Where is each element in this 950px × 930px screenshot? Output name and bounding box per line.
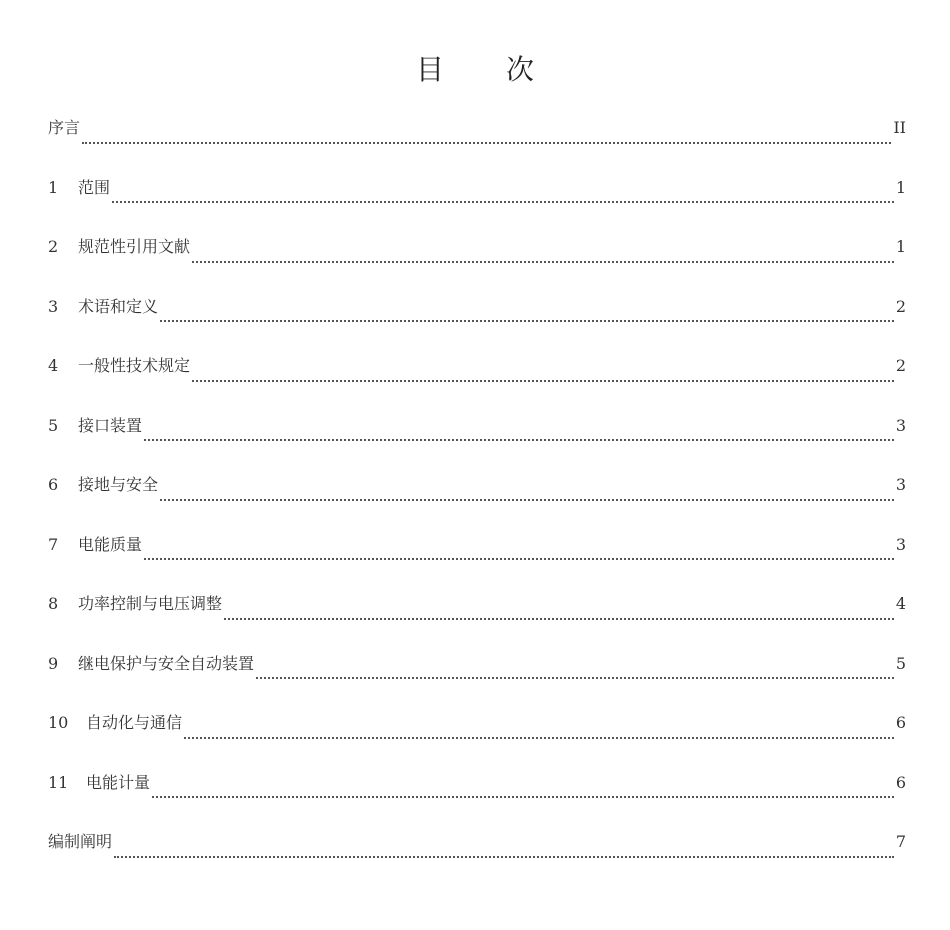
toc-entry-number: 11 <box>48 772 69 792</box>
dot-leader <box>184 737 894 739</box>
toc-entry-page: 5 <box>895 653 906 673</box>
toc-list <box>48 112 906 886</box>
toc-entry-1[interactable] <box>48 172 906 232</box>
toc-entry-6[interactable] <box>48 469 906 529</box>
toc-entry-label: 术语和定义 <box>78 296 159 316</box>
toc-entry-preface[interactable] <box>48 112 906 172</box>
toc-entry-number: 6 <box>48 475 59 494</box>
toc-entry-page: 2 <box>895 296 906 316</box>
dot-leader <box>114 856 894 858</box>
toc-title-part1: 目 <box>415 53 444 86</box>
toc-entry-label: 一般性技术规定 <box>78 356 191 375</box>
toc-entry-label: 电能质量 <box>78 534 143 554</box>
toc-entry-number: 2 <box>48 237 59 256</box>
toc-entry-label: 电能计量 <box>86 772 151 792</box>
toc-entry-4[interactable] <box>48 350 906 410</box>
toc-entry-page: 6 <box>895 713 906 732</box>
toc-entry-label: 范围 <box>78 177 111 197</box>
toc-entry-label: 序言 <box>48 118 81 137</box>
toc-entry-label: 继电保护与安全自动装置 <box>78 653 255 673</box>
toc-entry-number: 9 <box>48 653 59 673</box>
toc-entry-9[interactable] <box>48 648 906 708</box>
toc-entry-label: 编制阐明 <box>48 832 113 851</box>
dot-leader <box>152 796 894 798</box>
toc-entry-7[interactable] <box>48 529 906 589</box>
toc-title-part2: 次 <box>506 53 535 86</box>
toc-entry-number: 7 <box>48 534 59 554</box>
toc-entry-number: 5 <box>48 415 59 435</box>
toc-entry-3[interactable] <box>48 291 906 351</box>
dot-leader <box>160 320 894 322</box>
toc-entry-8[interactable] <box>48 588 906 648</box>
dot-leader <box>144 439 894 441</box>
toc-entry-page: II <box>893 118 906 137</box>
toc-entry-number: 4 <box>48 356 59 375</box>
dot-leader <box>144 558 894 560</box>
toc-entry-page: 1 <box>895 177 906 197</box>
toc-entry-number: 3 <box>48 296 59 316</box>
toc-entry-11[interactable] <box>48 767 906 827</box>
dot-leader <box>256 677 894 679</box>
toc-entry-page: 2 <box>895 356 906 375</box>
toc-entry-10[interactable] <box>48 707 906 767</box>
toc-entry-label: 接口装置 <box>78 415 143 435</box>
dot-leader <box>192 380 894 382</box>
dot-leader <box>160 499 894 501</box>
dot-leader <box>192 261 894 263</box>
toc-entry-label: 规范性引用文献 <box>78 237 191 256</box>
dot-leader <box>82 142 891 144</box>
toc-entry-page: 7 <box>895 832 906 851</box>
toc-entry-page: 3 <box>895 534 906 554</box>
toc-entry-explanation[interactable] <box>48 826 906 886</box>
toc-title <box>0 48 950 88</box>
toc-entry-page: 6 <box>895 772 906 792</box>
toc-entry-5[interactable] <box>48 410 906 470</box>
toc-entry-label: 功率控制与电压调整 <box>78 594 223 613</box>
dot-leader <box>112 201 894 203</box>
dot-leader <box>224 618 894 620</box>
toc-entry-page: 1 <box>895 237 906 256</box>
toc-entry-number: 10 <box>48 713 69 732</box>
toc-entry-page: 4 <box>895 594 906 613</box>
toc-entry-label: 接地与安全 <box>78 475 159 494</box>
toc-entry-page: 3 <box>895 415 906 435</box>
toc-entry-page: 3 <box>895 475 906 494</box>
toc-entry-number: 1 <box>48 177 59 197</box>
toc-entry-label: 自动化与通信 <box>86 713 183 732</box>
toc-entry-number: 8 <box>48 594 59 613</box>
toc-entry-2[interactable] <box>48 231 906 291</box>
